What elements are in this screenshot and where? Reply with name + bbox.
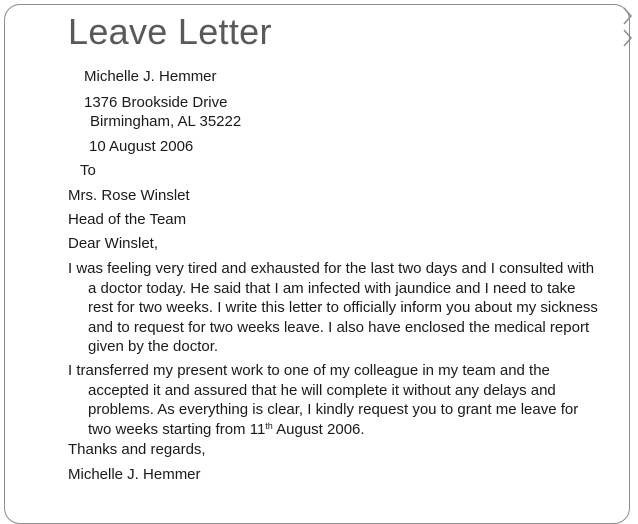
letter-date: 10 August 2006: [89, 138, 194, 155]
paragraph-2-end: August 2006.: [272, 420, 365, 438]
slide-corner-chevron-icon: [622, 2, 634, 52]
salutation: Dear Winslet,: [68, 235, 159, 252]
sender-city: Birmingham, AL 35222: [90, 113, 242, 130]
sender-street: 1376 Brookside Drive: [84, 94, 228, 111]
signature: Michelle J. Hemmer: [68, 466, 201, 483]
paragraph-2-text: I transferred my present work to one of my colleague in my team and the accepted it and assured that he will complete it without any delays and problems. As everything is clear, I kindly request you to grant me leave for two weeks starting from 11: [68, 362, 579, 438]
body-paragraph-1: I was feeling very tired and exhausted for the last two days and I consulted with a doctor today. He said that I am infected with jaundice and I need to take rest for two weeks. I write this letter to officially inform you about my sickness and to request for two weeks leave. I also have enclosed the medical report given by the doctor.: [68, 260, 598, 355]
page-title: Leave Letter: [68, 11, 272, 52]
recipient-role: Head of the Team: [68, 211, 187, 228]
ordinal-suffix: th: [265, 420, 273, 431]
body-paragraph-2: [68, 361, 604, 439]
to-label: To: [80, 162, 96, 179]
sender-name: Michelle J. Hemmer: [84, 68, 217, 85]
closing: Thanks and regards,: [68, 441, 206, 458]
recipient-name: Mrs. Rose Winslet: [68, 187, 190, 204]
